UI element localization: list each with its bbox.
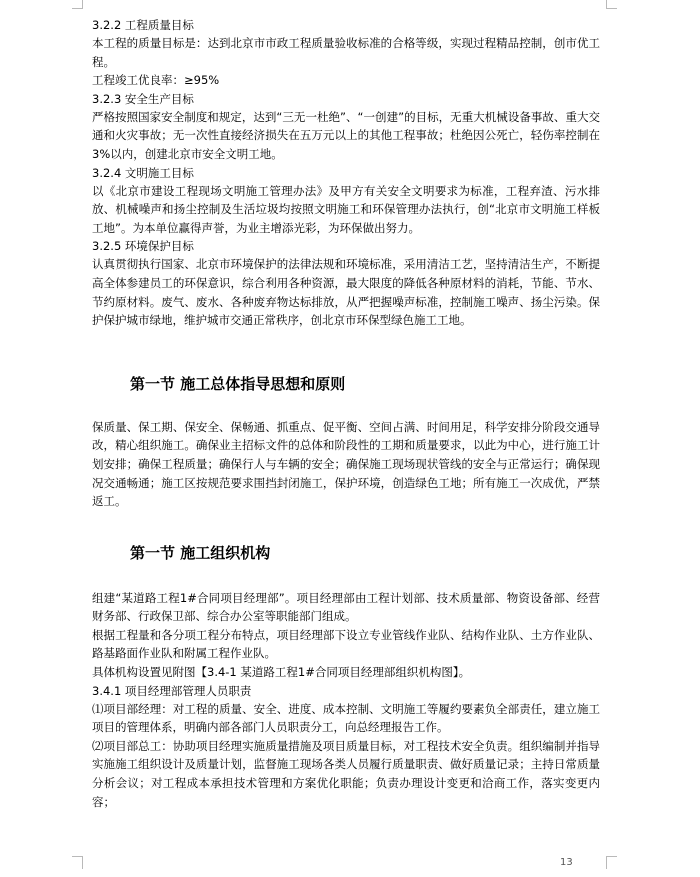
- crop-mark-top-left: [72, 0, 83, 9]
- spacer: [92, 511, 600, 543]
- paragraph: ⑵项目部总工：协助项目经理实施质量措施及项目质量目标，对工程技术安全负责。组织编制并指导实施施工组织设计及质量计划，监督施工现场各类人员履行质量职责、做好质量记录；主持日常质量分析会议；对工程成本承担技术管理和方案优化职能；负责办理设计变更和洽商工作，落实变更内容；: [92, 738, 600, 809]
- paragraph: 保质量、保工期、保安全、保畅通、抓重点、促平衡、空间占满、时间用足，科学安排分阶段交通导改，精心组织施工。确保业主招标文件的总体和阶段性的工期和质量要求，以此为中心，进行施工计划安排；确保工程质量；确保行人与车辆的安全；确保施工现场现状管线的安全与正常运行；确保现况交通畅通；施工区按规范要求围挡封闭施工，保护环境，创造绿色工地；所有施工一次成优，严禁返工。: [92, 419, 600, 509]
- spacer: [92, 394, 600, 418]
- paragraph: 本工程的质量目标是：达到北京市市政工程质量验收标准的合格等级，实现过程精品控制，创市优工程。: [92, 36, 600, 69]
- section-heading: 3.2.2 工程质量目标: [92, 18, 194, 32]
- section-heading: 3.2.3 安全生产目标: [92, 91, 194, 106]
- chapter-heading: 第一节 施工总体指导思想和原则: [130, 374, 346, 393]
- spacer: [92, 330, 600, 374]
- paragraph: 根据工程量和各分项工程分布特点，项目经理部下设立专业管线作业队、结构作业队、土方作业队、路基路面作业队和附属工程作业队。: [92, 627, 600, 661]
- paragraph: 以《北京市建设工程现场文明施工管理办法》及甲方有关安全文明要求为标准，工程弃渣、污水排放、机械噪声和扬尘控制及生活垃圾均按照文明施工和环保管理办法执行，创“北京市文明施工样板工地”。为本单位赢得声誉，为业主增添光彩，为环保做出努力。: [92, 183, 600, 235]
- page-number: 13: [560, 857, 573, 868]
- crop-mark-top-right: [606, 0, 617, 9]
- crop-mark-bottom-left: [72, 856, 83, 869]
- section-heading: 3.2.4 文明施工目标: [92, 165, 194, 180]
- chapter-heading: 第一节 施工组织机构: [130, 543, 271, 562]
- paragraph: 工程竣工优良率：≥95%: [92, 73, 220, 88]
- spacer: [92, 563, 600, 589]
- paragraph: 严格按照国家安全制度和规定，达到“三无一杜绝”、“一创建”的目标，无重大机械设备事故、重大交通和火灾事故；无一次性直接经济损失在五万元以上的其他工程事故；杜绝因公死亡，轻伤率控制在3%以内，创建北京市安全文明工地。: [92, 109, 600, 161]
- section-heading: 3.4.1 项目经理部管理人员职责: [92, 683, 252, 698]
- document-body: [92, 16, 600, 811]
- crop-mark-bottom-right: [606, 856, 617, 869]
- paragraph: 具体机构设置见附图【3.4-1 某道路工程1#合同项目经理部组织机构图】。: [92, 665, 471, 680]
- paragraph: 组建“某道路工程1#合同项目经理部”。项目经理部由工程计划部、技术质量部、物资设备部、经营财务部、行政保卫部、综合办公室等职能部门组成。: [92, 590, 600, 624]
- section-heading: 3.2.5 环境保护目标: [92, 239, 194, 254]
- paragraph: 认真贯彻执行国家、北京市环境保护的法律法规和环境标准，采用清洁工艺，坚持清洁生产，不断提高全体参建员工的环保意识，综合利用各种资源，最大限度的降低各种原材料的消耗，节能、节水、节约原材料。废气、废水、各种废弃物达标排放，从严把握噪声标准，控制施工噪声、扬尘污染。保护保护城市绿地，维护城市交通正常秩序，创北京市环保型绿色施工工地。: [92, 257, 600, 328]
- paragraph: ⑴项目部经理：对工程的质量、安全、进度、成本控制、文明施工等履约要素负全部责任，建立施工项目的管理体系，明确内部各部门人员职责分工，向总经理报告工作。: [92, 701, 600, 735]
